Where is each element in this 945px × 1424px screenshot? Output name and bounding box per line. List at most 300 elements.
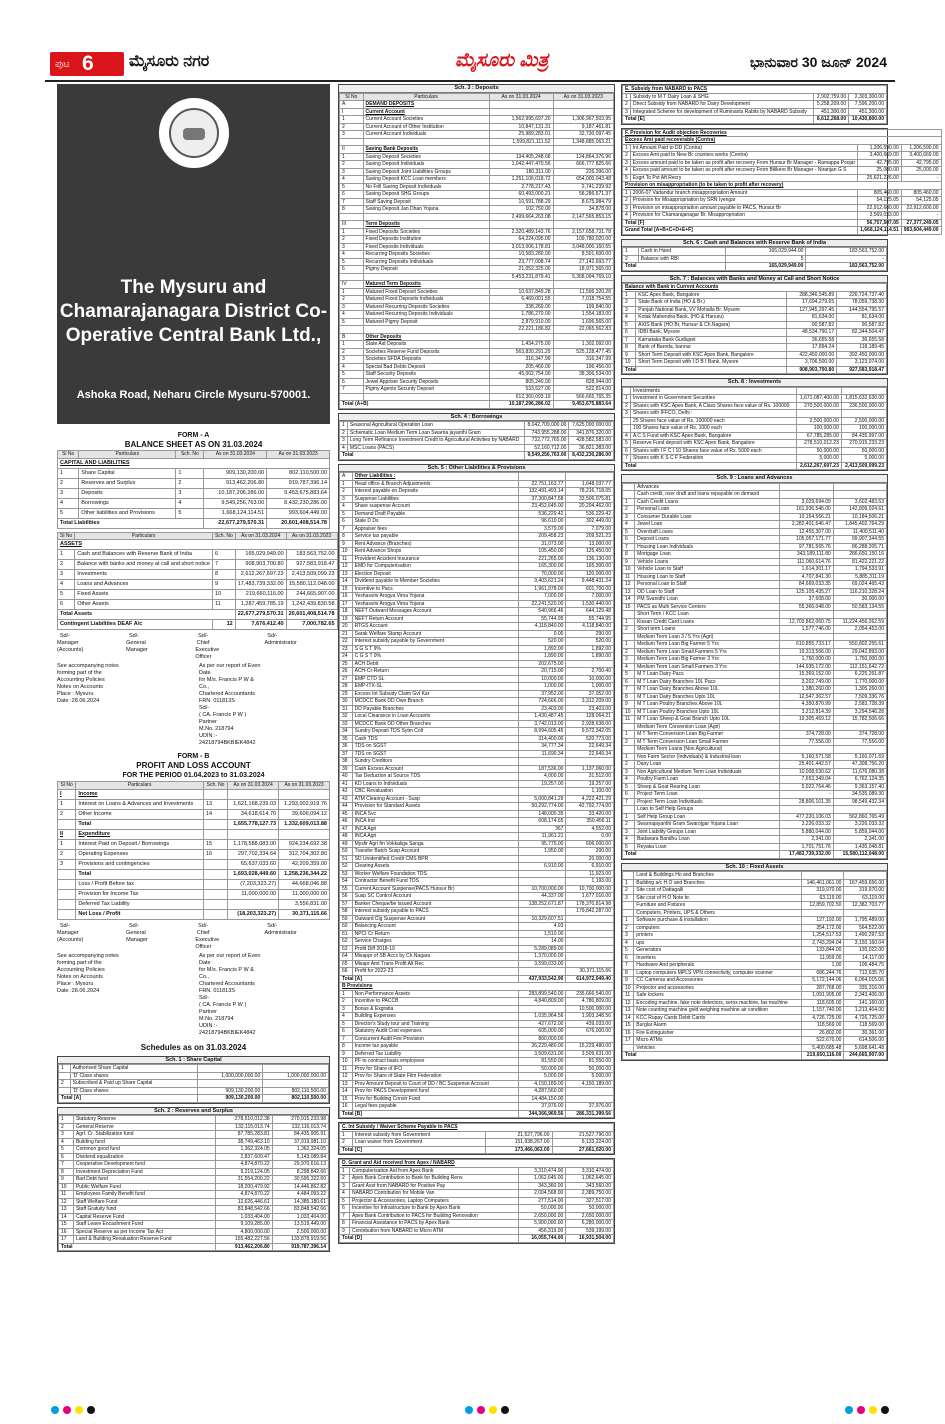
table-cell: Loan waiver from Government	[352, 1139, 485, 1147]
total-row	[59, 1095, 329, 1103]
table-row	[623, 596, 887, 604]
table-cell: 63,119.00	[801, 894, 844, 902]
column-header: Sl No	[58, 532, 75, 540]
date-line: Date :28.06.2024	[57, 987, 100, 994]
table-row	[340, 326, 614, 334]
table-cell	[566, 960, 614, 968]
table-cell: Computers, Printers, UPS & Others	[634, 909, 802, 917]
table-cell: Pigmy Agents Security Deposit	[363, 386, 489, 394]
table-cell: 2,389,750.00	[566, 1190, 614, 1198]
table-cell: Current Account Societies	[363, 116, 489, 124]
table-cell: 144,935,172.00	[780, 663, 833, 671]
table-cell	[489, 333, 553, 341]
table-cell: 144,554,795.57	[837, 306, 887, 314]
column-header: Sl No	[58, 451, 79, 459]
total-cell: 909,130,200.00	[197, 1095, 263, 1103]
table-row	[58, 789, 330, 799]
table-cell: 2	[58, 809, 76, 819]
table-cell: 5	[340, 1197, 350, 1205]
table-cell: 1	[623, 641, 635, 649]
table-cell: 36,655.58	[837, 336, 887, 344]
table-row	[623, 783, 887, 791]
table-cell: 5	[58, 508, 79, 518]
table-cell: 439,033.00	[566, 1020, 614, 1028]
schedule-3	[338, 84, 615, 410]
table-row	[58, 819, 330, 829]
table-row	[623, 291, 887, 299]
total-cell: 10,187,296,286.02	[489, 401, 553, 409]
table-cell: 11	[623, 573, 635, 581]
table-cell: 8	[340, 533, 353, 541]
table-cell: 2,157,658,731.78	[553, 228, 613, 236]
table-row	[340, 870, 614, 878]
table-cell: 802,110,500.00	[263, 1087, 329, 1095]
table-cell: EMD for Computerisation	[352, 563, 518, 571]
table-cell: TDS on SGST	[352, 750, 518, 758]
table-cell: 29,970,616.13	[272, 1161, 328, 1169]
table-cell: 45	[340, 810, 353, 818]
table-cell: 136,130.00	[566, 555, 614, 563]
table-cell: 9,453,675,883.64	[267, 488, 330, 498]
table-row	[340, 146, 614, 154]
table-cell: Cash Excess Account	[352, 765, 518, 773]
table-cell: Vehicle Loans	[635, 558, 780, 566]
table-cell: -	[780, 791, 833, 799]
table-cell: 1,033,404.00	[216, 1213, 272, 1221]
table-cell: 2,700.40	[566, 668, 614, 676]
table-cell: 1,677,016.00	[566, 893, 614, 901]
table-cell: 2	[176, 478, 204, 488]
table-cell: Interest on Loans & Advances and Investments	[76, 799, 204, 809]
table-cell: Reserve Fund deposit with KSC Apex Bank, Bangalore	[630, 440, 796, 448]
table-row	[59, 1206, 329, 1214]
table-row	[58, 570, 338, 580]
auditor-line: FRN. 011813S	[198, 987, 235, 994]
table-cell: 54	[340, 878, 353, 886]
table-cell: 2,928,638.00	[566, 720, 614, 728]
table-cell: 374,728.00	[780, 731, 833, 739]
table-row	[623, 738, 887, 746]
table-row	[623, 359, 887, 367]
table-cell	[566, 473, 614, 481]
table-row	[340, 1028, 614, 1036]
table-cell	[623, 872, 634, 880]
table-cell: 11	[623, 716, 635, 724]
table-cell: Concurrent Audit Fee Provision	[352, 1035, 518, 1043]
table-cell	[623, 1044, 634, 1052]
column-header: As on 31.03.2023	[279, 782, 330, 790]
table-cell: Provision for Standard Assets	[352, 803, 518, 811]
table-cell	[203, 869, 227, 879]
total-cell: 344,366,969.56	[518, 1110, 566, 1118]
table-row	[340, 191, 614, 199]
table-cell: 4	[623, 836, 635, 844]
table-cell: 33	[340, 720, 353, 728]
table-cell	[566, 660, 614, 668]
table-cell	[518, 473, 566, 481]
table-cell: 7	[623, 962, 634, 970]
balance-sheet-liabilities-table	[57, 450, 330, 529]
note-line: Notes on Accounts	[57, 684, 103, 690]
table-row	[340, 645, 614, 653]
table-cell: Site cost of Dattagalli	[634, 887, 802, 895]
table-row	[340, 266, 614, 274]
table-cell: 25,401,442.57	[780, 761, 833, 769]
table-cell: 343,189,111.80	[780, 551, 833, 559]
table-cell: 25	[340, 660, 353, 668]
table-cell	[340, 273, 364, 281]
table-cell: RTGS Account	[352, 623, 518, 631]
table-cell: 1	[623, 498, 635, 506]
table-row	[340, 855, 614, 863]
table-row	[623, 329, 887, 337]
table-cell: Incentive to PACCB	[352, 998, 518, 1006]
table-cell: 367	[518, 825, 566, 833]
table-cell: 56	[340, 893, 353, 901]
table-cell	[489, 221, 553, 229]
table-cell: 9	[59, 1176, 74, 1184]
table-cell: Saving Deposit SHG Groups	[363, 191, 489, 199]
table-cell: Bank of Baroda, bannur	[636, 344, 787, 352]
table-cell: 9	[212, 580, 235, 590]
table-cell: 2,778,217.43	[489, 183, 553, 191]
table-row	[623, 455, 887, 463]
table-cell: 1	[623, 291, 636, 299]
table-cell: Current Account Suspense(PACS Hunsur Br)	[352, 885, 518, 893]
table-cell	[780, 633, 833, 641]
table-cell: 7	[59, 1161, 74, 1169]
table-cell: Jewel Loan	[635, 521, 780, 529]
total-row	[623, 851, 887, 859]
table-cell: 50,000.00	[518, 1065, 566, 1073]
table-cell: 1,206,590.00	[858, 144, 902, 152]
total-cell: 8,612,268.00	[814, 116, 849, 124]
table-cell: Legal fees payable	[352, 1103, 518, 1111]
table-cell: Shares with IFFCO, Delhi :	[630, 410, 796, 418]
table-cell: Interest Paid on Deposit / Borrowings	[76, 839, 204, 849]
table-cell: 297,702,334.64	[228, 849, 279, 859]
table-cell: 25,000.00	[901, 167, 941, 175]
table-cell: 2	[623, 648, 635, 656]
table-row	[340, 735, 614, 743]
total-cell: Total	[59, 1243, 216, 1251]
table-cell: 1,332,609,013.88	[279, 819, 330, 829]
table-cell: 9,549,256,763.00	[204, 498, 267, 508]
table-cell: A	[340, 101, 364, 109]
table-cell: 226,396.00	[553, 168, 613, 176]
table-cell: 25,000.00	[858, 167, 902, 175]
table-row	[340, 356, 614, 364]
table-cell: 3	[623, 828, 635, 836]
table-row	[340, 348, 614, 356]
table-row	[340, 803, 614, 811]
table-cell: 58,286,671.37	[553, 191, 613, 199]
table-cell: CBC Revaluation	[352, 788, 518, 796]
table-cell: 12	[59, 1198, 74, 1206]
table-cell: 13,519,449.00	[272, 1221, 328, 1229]
table-cell	[58, 889, 76, 899]
table-row	[58, 839, 330, 849]
table-cell: 180,311.00	[489, 168, 553, 176]
table-cell: 165,300.00	[566, 563, 614, 571]
table-cell: 1,293,002,919.76	[279, 799, 330, 809]
table-cell: 5,000.00	[518, 1073, 566, 1081]
table-cell: Housing Loan Individuals	[635, 543, 780, 551]
table-cell: 9	[623, 701, 635, 709]
table-cell: Balance with banks and money at call and short notice	[75, 560, 213, 570]
schedule-title: B Provisions	[340, 983, 614, 991]
table-cell: Personal Loan	[635, 506, 780, 514]
table-cell: 8	[623, 693, 635, 701]
table-cell	[566, 1035, 614, 1043]
table-row	[623, 387, 887, 395]
table-cell: 22,241,520.00	[518, 600, 566, 608]
total-cell: Total Liabilities	[58, 518, 204, 528]
table-cell: Operating Expenses	[76, 849, 204, 859]
table-cell: 33,420.00	[566, 810, 614, 818]
table-cell: 15	[59, 1221, 74, 1229]
table-cell: 522,814.00	[553, 386, 613, 394]
table-cell: 118,569.00	[801, 1022, 844, 1030]
table-cell: 1,950.00	[518, 848, 566, 856]
table-cell: 2,500,000.00	[796, 417, 841, 425]
table-row	[340, 228, 614, 236]
total-cell: Total	[623, 851, 780, 859]
table-cell: 44,668,046.88	[279, 879, 330, 889]
table-row	[340, 593, 614, 601]
table-cell: Statutory Reserve	[73, 1116, 215, 1124]
total-cell: 173,466,063.00	[486, 1146, 552, 1154]
total-cell: Total (A+B)	[340, 401, 490, 409]
total-cell: Total	[623, 1052, 802, 1060]
table-cell: 536,229.42	[518, 510, 566, 518]
table-cell: M T Loan Dairy Branches Above 10L	[635, 686, 780, 694]
table-cell: 20,715.00	[518, 668, 566, 676]
table-cell: Matured Pigmy Deposit	[363, 318, 489, 326]
table-cell: 5,160,571.58	[780, 753, 833, 761]
table-cell	[796, 410, 841, 418]
table-cell	[489, 101, 553, 109]
table-cell: 3,310,474.00	[566, 1167, 614, 1175]
table-cell: 6	[340, 518, 353, 526]
table-cell: 1,213,404.00	[844, 1007, 887, 1015]
table-cell: 4,150,189.00	[518, 1080, 566, 1088]
table-cell: Net Loss / Profit	[76, 909, 204, 919]
table-cell: 5	[340, 318, 364, 326]
table-row	[340, 630, 614, 638]
table-cell: 3,706,500.00	[787, 359, 837, 367]
table-cell	[203, 899, 227, 909]
table-cell: 43	[340, 795, 353, 803]
table-row	[340, 371, 614, 379]
table-row	[340, 161, 614, 169]
table-cell: 2,147,565,853.15	[553, 213, 613, 221]
table-row	[340, 206, 614, 214]
table-cell: Grant Asst from NABARD for Positive Pay	[350, 1182, 519, 1190]
partner-line: Partner	[198, 1008, 218, 1015]
table-row	[59, 1228, 329, 1236]
table-cell: 31,073.00	[518, 540, 566, 548]
table-cell: 3	[340, 495, 353, 503]
table-cell: Shares with K S C F Federation	[630, 455, 796, 463]
table-cell: 22,751,163.77	[518, 480, 566, 488]
total-row	[340, 1146, 614, 1154]
table-cell: 8,994,605.45	[518, 728, 566, 736]
table-cell: INCA Ind	[352, 818, 518, 826]
table-row	[623, 663, 887, 671]
table-cell: 3,602,483.53	[833, 498, 886, 506]
table-cell: 2	[623, 197, 631, 205]
table-cell: Land & Building Revaluation Reserve Fund	[73, 1236, 215, 1244]
table-row	[340, 153, 614, 161]
table-cell: 3,509,631.00	[566, 1050, 614, 1058]
total-cell: Total	[623, 263, 726, 271]
table-row	[623, 425, 887, 433]
table-cell: 16	[340, 593, 353, 601]
table-cell: Investments	[75, 570, 213, 580]
table-cell	[623, 723, 635, 731]
table-row	[623, 746, 887, 754]
total-cell: Total [F]	[623, 219, 858, 227]
table-row	[340, 1020, 614, 1028]
table-cell: 6	[340, 266, 364, 274]
table-cell: 12,703,862,060.75	[780, 618, 833, 626]
table-row	[58, 488, 330, 498]
table-cell: Provision for Chamarajanagar Br. Misappropriation	[630, 212, 857, 220]
table-row	[623, 344, 887, 352]
table-cell: 8	[59, 1168, 74, 1176]
table-cell: 37,976.00	[566, 1103, 614, 1111]
partner-line: M.No. 218794	[198, 726, 234, 732]
table-cell: -	[901, 174, 941, 182]
table-cell: Consumer Durable Loan	[635, 513, 780, 521]
signature-mark: Sd/-	[128, 922, 140, 929]
table-cell: 4	[340, 363, 364, 371]
schedule-title: E. Subsidy from NABARD to PACS	[623, 86, 887, 94]
total-row	[340, 975, 614, 983]
table-cell: 219,660,116.00	[235, 590, 286, 600]
table-cell: 4,726,725.00	[844, 1014, 887, 1022]
table-row	[340, 251, 614, 259]
yellow-dot-icon	[869, 1406, 877, 1414]
total-cell: 614,972,049.40	[566, 975, 614, 983]
table-cell: 8	[623, 551, 635, 559]
table-cell: Note counting machine gold weighing machine air condition	[634, 1007, 802, 1015]
table-cell: 17	[59, 1236, 74, 1244]
table-cell: 5,859,044.00	[833, 828, 886, 836]
table-cell: 77,556.00	[780, 738, 833, 746]
table-cell: 31,554,200.22	[216, 1176, 272, 1184]
table-row	[623, 483, 887, 491]
table-cell: Medium Term Loan Big Farmer 5 Yrs	[635, 641, 780, 649]
table-cell: 128,064.21	[566, 713, 614, 721]
table-cell: Personal Loan to Staff	[635, 581, 780, 589]
table-row	[623, 836, 887, 844]
table-cell: 1,157,740.00	[801, 1007, 844, 1015]
table-cell: Fixed Deposits Institution	[363, 236, 489, 244]
table-cell: 22,912,600.00	[858, 204, 902, 212]
table-cell: 350,456.11	[566, 818, 614, 826]
table-cell: 800,000.00	[518, 1035, 566, 1043]
table-row	[340, 393, 614, 401]
table-cell: I	[58, 789, 76, 799]
schedule-5-title: Sch. 5 : Other Liabilities & Provisions	[339, 465, 614, 473]
table-cell: Clearing Assets	[352, 863, 518, 871]
table-cell: 4,000.00	[518, 773, 566, 781]
table-cell: 1	[176, 468, 204, 478]
table-cell: 2	[623, 299, 636, 307]
total-cell: 17,483,739,332.00	[780, 851, 833, 859]
table-cell: 3	[58, 488, 79, 498]
table-row	[623, 248, 887, 256]
table-cell: 125,450.00	[566, 548, 614, 556]
table-row	[623, 1007, 887, 1015]
table-cell: Recurring Deposits Individuals	[363, 258, 489, 266]
table-row	[340, 444, 614, 452]
table-cell: 4	[623, 939, 634, 947]
table-cell: 6,064,015.06	[844, 977, 887, 985]
table-row	[623, 641, 887, 649]
table-cell: 22,649.34	[566, 743, 614, 751]
table-cell: 4,287,560.00	[518, 1088, 566, 1096]
table-cell: Loans and Advances	[75, 580, 213, 590]
note-line: Accounting Policies	[57, 966, 105, 973]
total-cell: 7,676,412.40	[235, 620, 286, 630]
total-row	[623, 462, 887, 470]
table-cell: 11,676,080.38	[833, 768, 886, 776]
table-row	[58, 799, 330, 809]
table-cell: 1,961,978.00	[518, 585, 566, 593]
schedule-title: D. Grant and Aid received from Apex / NABARD	[340, 1160, 614, 1168]
table-cell: Share Capital	[79, 468, 176, 478]
table-cell: 78,059,738.30	[837, 299, 887, 307]
table-row	[58, 809, 330, 819]
table-row	[623, 551, 887, 559]
table-cell: 20,000.00	[566, 855, 614, 863]
table-cell: 86,288,205.71	[833, 543, 886, 551]
auditor-line: As per our report of Even Date	[198, 952, 261, 966]
table-cell: 11,596,320.28	[553, 288, 613, 296]
table-cell: 3	[340, 1182, 350, 1190]
table-row	[623, 932, 887, 940]
table-cell	[59, 1087, 71, 1095]
table-cell: 2,303,300.00	[849, 93, 887, 101]
table-row	[59, 1146, 329, 1154]
table-row	[623, 701, 887, 709]
table-cell: 374,728.00	[833, 731, 886, 739]
table-cell	[833, 611, 886, 619]
table-cell: 520.00	[566, 638, 614, 646]
table-cell: 1	[340, 153, 364, 161]
table-cell: 46	[340, 818, 353, 826]
table-cell: 2,343,406.00	[844, 992, 887, 1000]
table-cell: 724,666.00	[518, 698, 566, 706]
table-row	[340, 713, 614, 721]
section-title: ಮೈಸೂರು ನಗರ	[129, 53, 210, 70]
table-cell: 2,004,568.00	[518, 1190, 566, 1198]
table-cell: Common good fund	[73, 1146, 215, 1154]
table-cell: 38,749,463.10	[216, 1138, 272, 1146]
table-cell: 50,000.00	[796, 447, 841, 455]
table-cell: 50,292,774.00	[518, 803, 566, 811]
table-row	[340, 690, 614, 698]
table-cell	[796, 387, 841, 395]
table-cell: 4,800,000.00	[216, 1228, 272, 1236]
table-cell: 3	[340, 303, 364, 311]
table-cell: 2,612,267,697.23	[235, 570, 286, 580]
table-cell: 16	[623, 1029, 634, 1037]
table-cell: 1,655,778,127.73	[228, 819, 279, 829]
